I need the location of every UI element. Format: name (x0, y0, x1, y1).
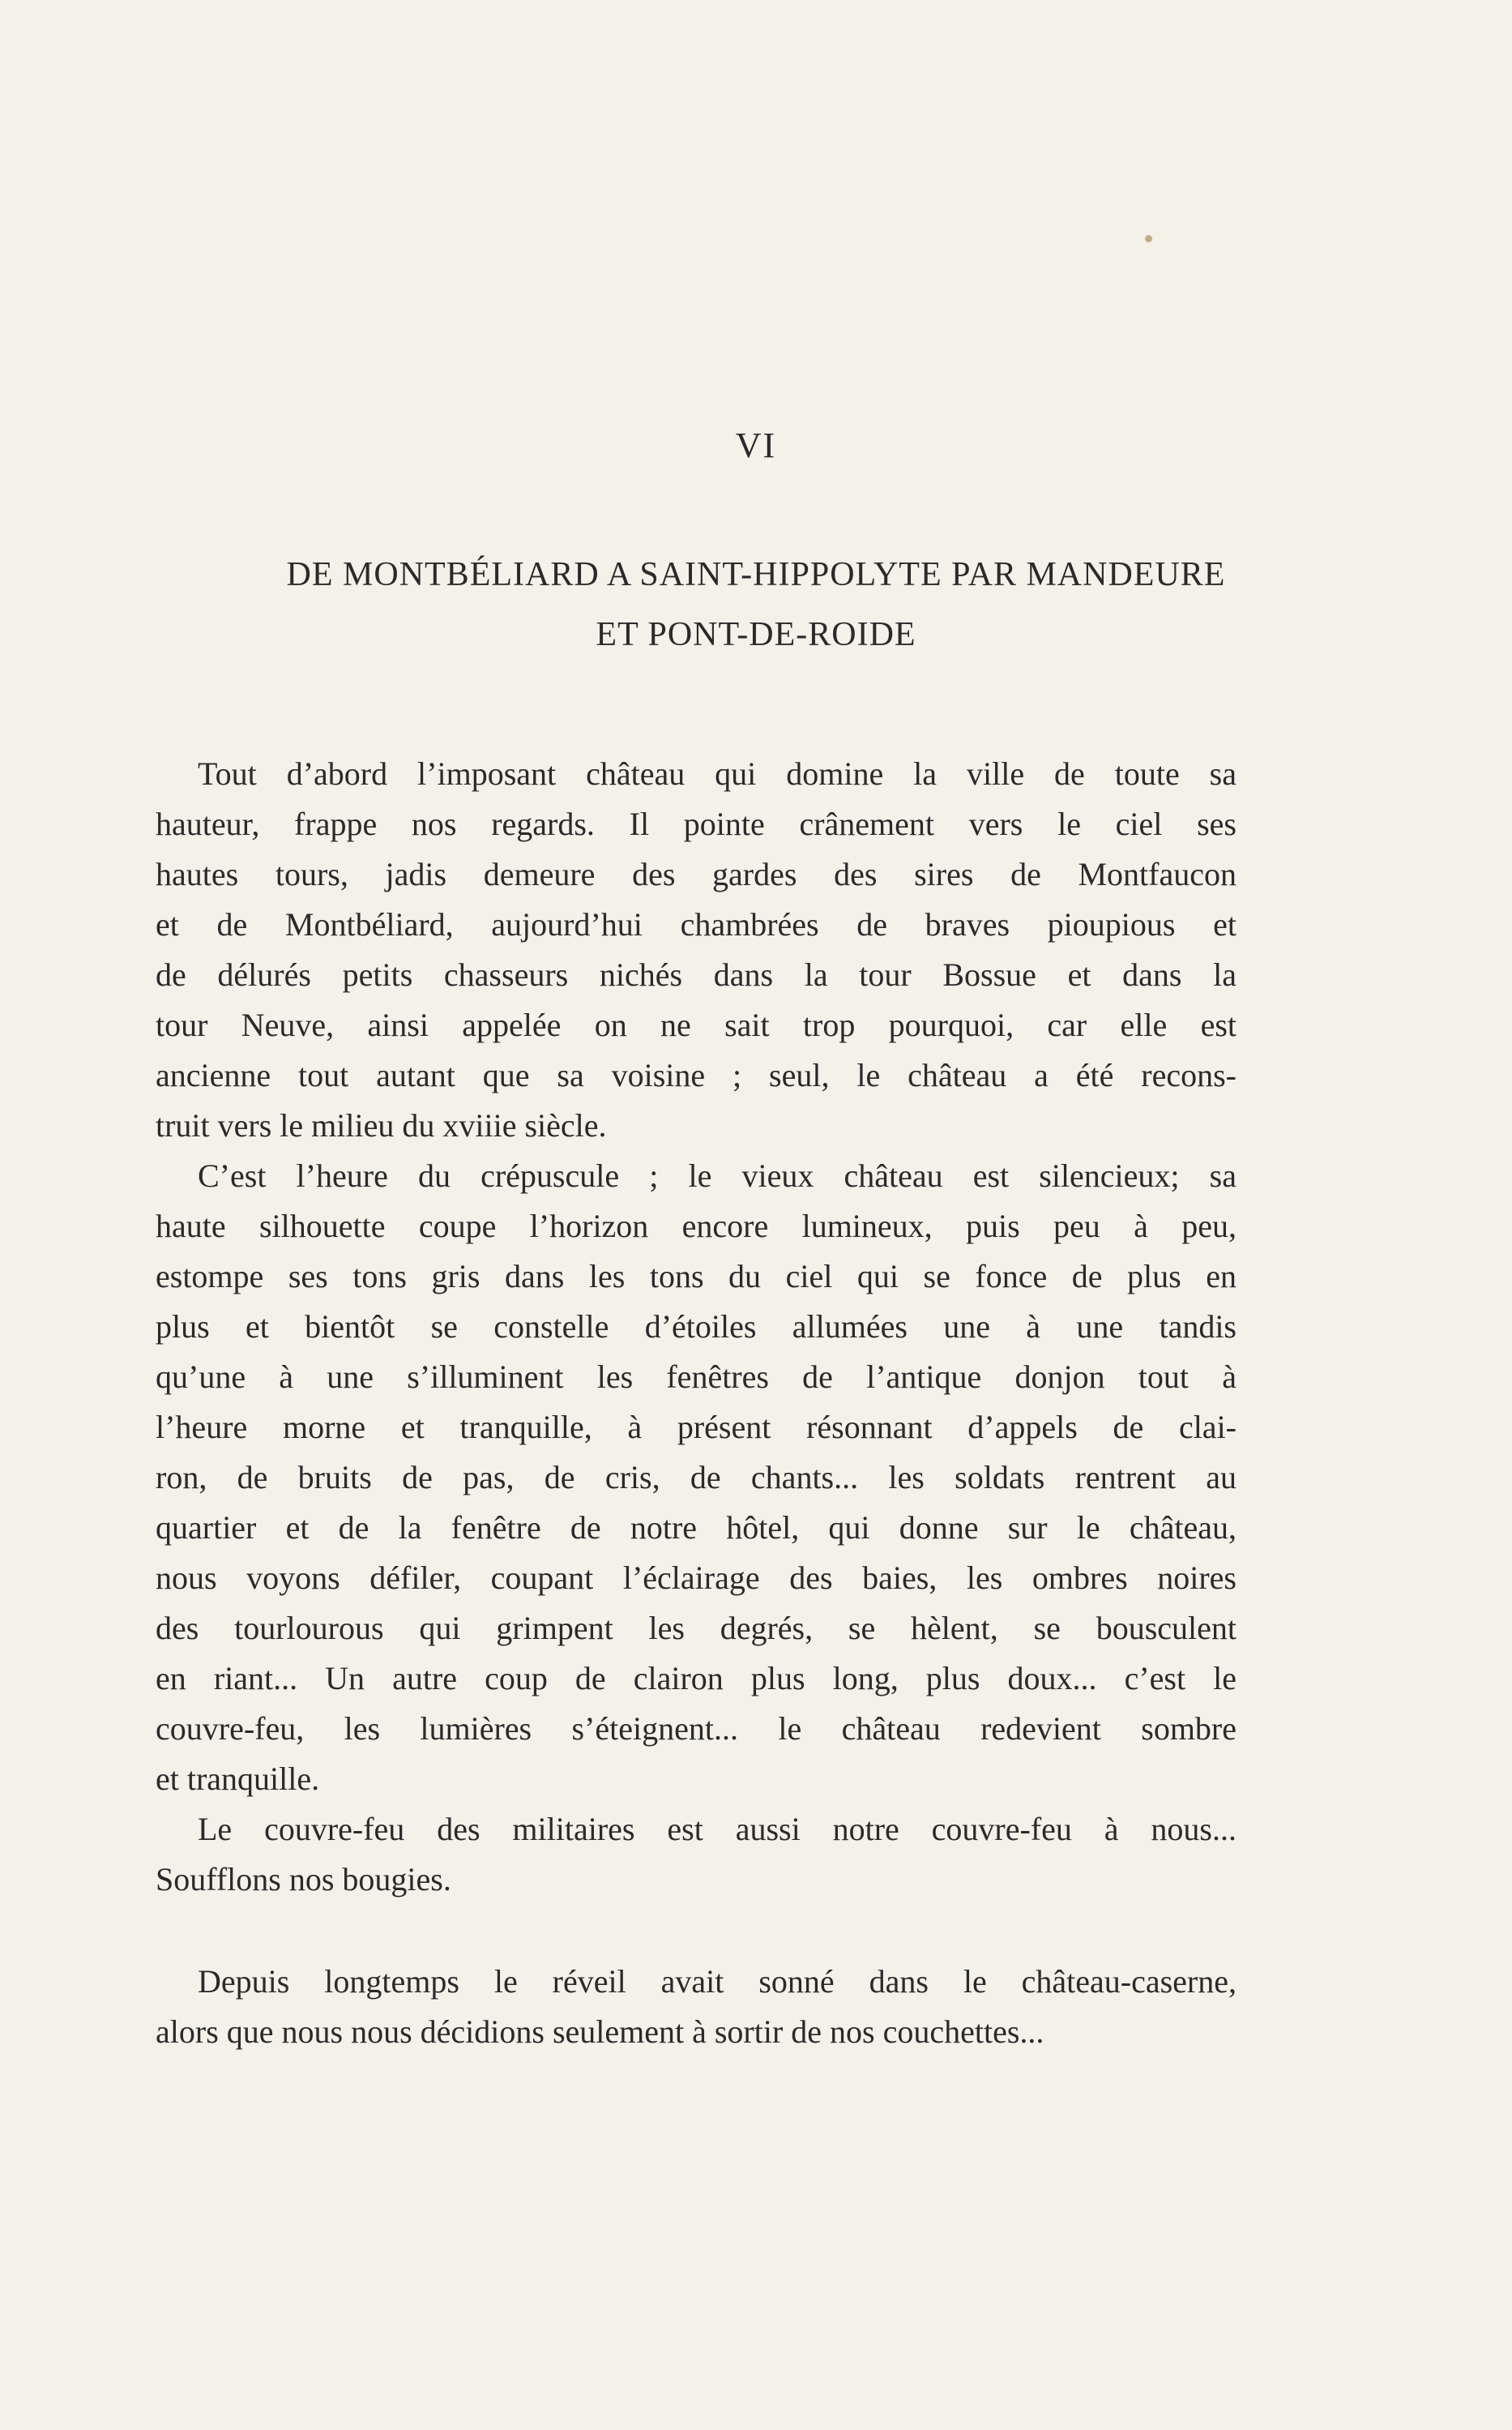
text-line: haute silhouette coupe l’horizon encore lumineux, puis peu à peu, (156, 1208, 1237, 1244)
text-line: quartier et de la fenêtre de notre hôtel, qui donne sur le château, (156, 1509, 1237, 1546)
chapter-number: VI (735, 426, 777, 465)
text-line: couvre-feu, les lumières s’éteignent... le château redevient sombre (156, 1710, 1237, 1747)
text-line: et tranquille. (156, 1760, 320, 1797)
text-line: en riant... Un autre coup de clairon plus long, plus doux... c’est le (156, 1660, 1237, 1696)
chapter-title-line-1: DE MONTBÉLIARD A SAINT-HIPPOLYTE PAR MANDEURE (286, 556, 1226, 593)
text-line: plus et bientôt se constelle d’étoiles allumées une à une tandis (156, 1308, 1237, 1345)
text-line: l’heure morne et tranquille, à présent résonnant d’appels de clai- (156, 1409, 1237, 1445)
text-line: hauteur, frappe nos regards. Il pointe crânement vers le ciel ses (156, 806, 1237, 842)
text-line: ron, de bruits de pas, de cris, de chants... les soldats rentrent au (156, 1459, 1237, 1495)
text-line: qu’une à une s’illuminent les fenêtres de l’antique donjon tout à (156, 1358, 1237, 1395)
text-line: des tourlourous qui grimpent les degrés, se hèlent, se bousculent (156, 1610, 1237, 1646)
body-text (113, 749, 1237, 1905)
ink-speck (1145, 235, 1152, 242)
text-line: truit vers le milieu du xviiie siècle. (156, 1107, 607, 1144)
text-line: Depuis longtemps le réveil avait sonné dans le château-caserne, (198, 1963, 1237, 2000)
text-line: ancienne tout autant que sa voisine ; seul, le château a été recons- (156, 1057, 1237, 1093)
text-line: hautes tours, jadis demeure des gardes des sires de Montfaucon (156, 856, 1237, 892)
paragraph-1 (113, 749, 1237, 1151)
text-line: tour Neuve, ainsi appelée on ne sait trop pourquoi, car elle est (156, 1007, 1237, 1043)
chapter-title (97, 545, 1415, 665)
text-line: de délurés petits chasseurs nichés dans la tour Bossue et dans la (156, 956, 1237, 993)
text-line: C’est l’heure du crépuscule ; le vieux château est silencieux; sa (198, 1157, 1237, 1194)
text-line: Tout d’abord l’imposant château qui domine la ville de toute sa (198, 755, 1237, 792)
body-text-continued (113, 1957, 1237, 2057)
text-line: nous voyons défiler, coupant l’éclairage des baies, les ombres noires (156, 1559, 1237, 1596)
paragraph-3 (113, 1804, 1237, 1905)
text-line: Soufflons nos bougies. (156, 1861, 451, 1897)
paragraph-4 (113, 1957, 1237, 2057)
text-line: Le couvre-feu des militaires est aussi notre couvre-feu à nous... (198, 1811, 1237, 1847)
text-line: et de Montbéliard, aujourd’hui chambrées de braves pioupious et (156, 906, 1237, 943)
text-line: estompe ses tons gris dans les tons du ciel qui se fonce de plus en (156, 1258, 1237, 1294)
chapter-title-line-2: ET PONT-DE-ROIDE (596, 616, 916, 653)
paragraph-2 (113, 1151, 1237, 1804)
text-line: alors que nous nous décidions seulement à sortir de nos couchettes... (156, 2013, 1044, 2050)
